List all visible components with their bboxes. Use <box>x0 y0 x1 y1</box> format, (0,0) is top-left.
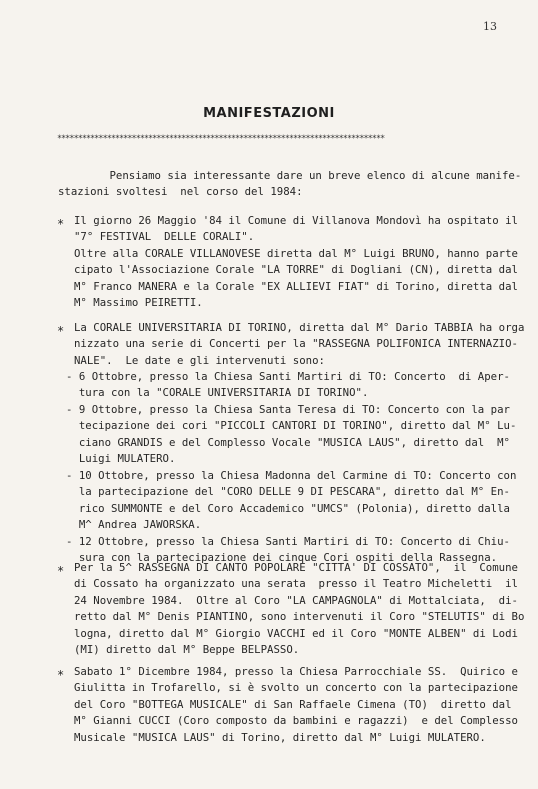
bullet-asterisk: * <box>57 217 65 231</box>
page-title: MANIFESTAZIONI <box>203 106 335 121</box>
bullet-asterisk: * <box>57 564 65 578</box>
event-paragraph-2: La CORALE UNIVERSITARIA DI TORINO, diretta dal M° Dario TABBIA ha orga nizzato una serie di Concerti per la "RASSEGNA POLIFONICA INTERNAZIO- NALE". Le date e gli intervenuti sono: <box>74 321 525 367</box>
event-paragraph-1: Il giorno 26 Maggio '84 il Comune di Villanova Mondovì ha ospitato il "7° FESTIVAL DELLE CORALI". Oltre alla CORALE VILLANOVESE diretta dal M° Luigi BRUNO, hanno parte cipato l'Associazione Corale "LA TORRE" di Dogliani (CN), diretta dal M° Franco MANERA e la Corale "EX ALLIEVI FIAT" di Torino, diretta dal M° Massimo PEIRETTI. <box>74 214 518 310</box>
bullet-asterisk: * <box>57 324 65 338</box>
concert-list-item-4: - 12 Ottobre, presso la Chiesa Santi Martiri di TO: Concerto di Chiu- sura con la partecipazione dei cinque Cori ospiti della Rassegna. <box>66 535 510 565</box>
separator-line: ******************************************************************************* <box>57 133 385 143</box>
concert-list-item-1: - 6 Ottobre, presso la Chiesa Santi Martiri di TO: Concerto di Aper- tura con la "CORALE UNIVERSITARIA DI TORINO". <box>66 370 510 400</box>
bullet-asterisk: * <box>57 668 65 682</box>
page-number: 13 <box>483 20 497 33</box>
concert-list-item-3: - 10 Ottobre, presso la Chiesa Madonna del Carmine di TO: Concerto con la partecipazione del "CORO DELLE 9 DI PESCARA", diretto dal M° En- rico SUMMONTE e del Coro Accademico "UMCS" (Polonia), diretto dalla M^ Andrea JAWORSKA. <box>66 469 517 532</box>
event-paragraph-4: Sabato 1° Dicembre 1984, presso la Chiesa Parrocchiale SS. Quirico e Giulitta in Trofarello, si è svolto un concerto con la partecipazione del Coro "BOTTEGA MUSICALE" di San Raffaele Cimena (TO) diretto dal M° Gianni CUCCI (Coro composto da bambini e ragazzi) e del Complesso Musicale "MUSICA LAUS" di Torino, diretto dal M° Luigi MULATERO. <box>74 665 518 744</box>
concert-list-item-2: - 9 Ottobre, presso la Chiesa Santa Teresa di TO: Concerto con la par tecipazione dei cori "PICCOLI CANTORI DI TORINO", diretto dal M° Lu- ciano GRANDIS e del Complesso Vocale "MUSICA LAUS", diretto dal M° Luigi MULATERO. <box>66 403 517 466</box>
event-paragraph-3: Per la 5^ RASSEGNA DI CANTO POPOLARE "CITTA' DI COSSATO", il Comune di Cossato ha organizzato una serata presso il Teatro Micheletti il 24 Novembre 1984. Oltre al Coro "LA CAMPAGNOLA" di Mottalciata, di- retto dal M° Denis PIANTINO, sono intervenuti il Coro "STELUTIS" di Bo logna, diretto dal M° Giorgio VACCHI ed il Coro "MONTE ALBEN" di Lodi (MI) diretto dal M° Beppe BELPASSO. <box>74 561 525 657</box>
intro-paragraph: Pensiamo sia interessante dare un breve elenco di alcune manife- stazioni svoltesi nel corso del 1984: <box>58 169 522 199</box>
